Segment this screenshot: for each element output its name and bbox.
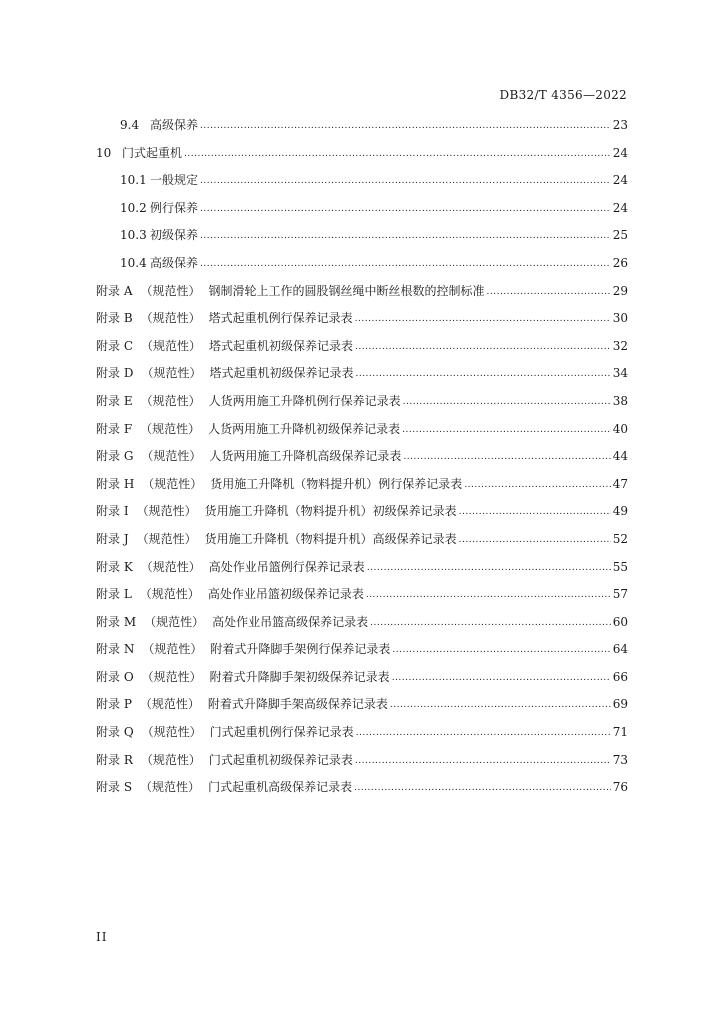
toc-entry-number: 附录 R bbox=[96, 752, 133, 767]
toc-leader-dots bbox=[459, 503, 611, 517]
toc-entry-normative-tag: （规范性） bbox=[139, 587, 200, 602]
toc-entry-page: 24 bbox=[612, 200, 628, 215]
toc-entry-number: 附录 J bbox=[96, 531, 129, 546]
toc-entry-number: 附录 S bbox=[96, 780, 133, 795]
toc-entry-number: 附录 G bbox=[96, 449, 134, 464]
toc-appendix-entry[interactable] bbox=[96, 695, 628, 723]
toc-entry-page: 64 bbox=[612, 642, 628, 657]
table-of-contents bbox=[96, 116, 628, 806]
toc-leader-dots bbox=[200, 227, 611, 241]
toc-appendix-entry[interactable] bbox=[96, 337, 628, 365]
toc-appendix-entry[interactable] bbox=[96, 364, 628, 392]
toc-entry-title: 门式起重机 bbox=[122, 145, 183, 160]
toc-entry-number: 10.3 bbox=[120, 228, 147, 243]
toc-leader-dots bbox=[355, 752, 611, 766]
toc-entry[interactable] bbox=[96, 199, 628, 227]
toc-entry-title: 塔式起重机例行保养记录表 bbox=[208, 311, 353, 326]
toc-entry-title: 货用施工升降机（物料提升机）高级保养记录表 bbox=[204, 531, 457, 546]
toc-leader-dots bbox=[200, 255, 611, 269]
toc-entry-normative-tag: （规范性） bbox=[141, 449, 202, 464]
toc-leader-dots bbox=[367, 559, 611, 573]
toc-appendix-entry[interactable] bbox=[96, 585, 628, 613]
toc-entry-number: 附录 L bbox=[96, 587, 132, 602]
toc-entry-title: 附着式升降脚手架初级保养记录表 bbox=[209, 669, 390, 684]
toc-entry-number: 10.2 bbox=[120, 200, 147, 215]
page-number: II bbox=[96, 930, 108, 944]
toc-entry-title: 钢制滑轮上工作的圆股钢丝绳中断丝根数的控制标准 bbox=[208, 283, 485, 298]
toc-appendix-entry[interactable] bbox=[96, 309, 628, 337]
toc-leader-dots bbox=[403, 448, 610, 462]
toc-entry-title: 塔式起重机初级保养记录表 bbox=[209, 366, 354, 381]
toc-entry-title: 例行保养 bbox=[150, 200, 199, 215]
toc-entry[interactable] bbox=[96, 116, 628, 144]
toc-entry-title: 货用施工升降机（物料提升机）初级保养记录表 bbox=[204, 504, 457, 519]
toc-entry-number: 附录 F bbox=[96, 421, 133, 436]
toc-entry-title: 货用施工升降机（物料提升机）例行保养记录表 bbox=[210, 476, 463, 491]
toc-entry-normative-tag: （规范性） bbox=[140, 780, 201, 795]
toc-appendix-entry[interactable] bbox=[96, 530, 628, 558]
toc-entry-number: 附录 C bbox=[96, 338, 133, 353]
toc-entry-normative-tag: （规范性） bbox=[144, 614, 205, 629]
toc-entry-number: 附录 Q bbox=[96, 725, 134, 740]
toc-appendix-entry[interactable] bbox=[96, 502, 628, 530]
toc-entry-title: 人货两用施工升降机初级保养记录表 bbox=[208, 421, 401, 436]
toc-entry-page: 71 bbox=[612, 725, 628, 740]
toc-leader-dots bbox=[354, 779, 611, 793]
toc-leader-dots bbox=[200, 117, 611, 131]
toc-entry-title: 高处作业吊篮初级保养记录表 bbox=[207, 587, 364, 602]
toc-entry-title: 门式起重机初级保养记录表 bbox=[208, 752, 353, 767]
toc-entry-number: 附录 N bbox=[96, 642, 135, 657]
toc-entry-page: 24 bbox=[612, 173, 628, 188]
toc-entry-number: 附录 I bbox=[96, 504, 129, 519]
toc-entry-page: 57 bbox=[612, 587, 628, 602]
toc-appendix-entry[interactable] bbox=[96, 447, 628, 475]
toc-entry-number: 附录 H bbox=[96, 476, 135, 491]
toc-leader-dots bbox=[356, 724, 611, 738]
toc-appendix-entry[interactable] bbox=[96, 558, 628, 586]
toc-entry-page: 23 bbox=[612, 118, 628, 132]
toc-entry-title: 门式起重机高级保养记录表 bbox=[208, 780, 353, 795]
toc-entry-normative-tag: （规范性） bbox=[142, 642, 203, 657]
toc-entry-normative-tag: （规范性） bbox=[141, 338, 202, 353]
toc-entry-page: 30 bbox=[612, 311, 628, 326]
toc-leader-dots bbox=[403, 393, 611, 407]
toc-entry-normative-tag: （规范性） bbox=[140, 559, 201, 574]
toc-entry-page: 38 bbox=[612, 393, 628, 408]
toc-entry-normative-tag: （规范性） bbox=[140, 283, 201, 298]
toc-entry-page: 40 bbox=[612, 421, 628, 436]
toc-entry-number: 附录 A bbox=[96, 283, 133, 298]
toc-entry-page: 55 bbox=[612, 559, 628, 574]
toc-appendix-entry[interactable] bbox=[96, 420, 628, 448]
toc-entry-title: 人货两用施工升降机例行保养记录表 bbox=[208, 393, 401, 408]
toc-entry-number: 9.4 bbox=[120, 118, 140, 132]
toc-entry-number: 附录 M bbox=[96, 614, 137, 629]
toc-entry-page: 32 bbox=[612, 338, 628, 353]
toc-entry-page: 24 bbox=[612, 145, 628, 160]
toc-appendix-entry[interactable] bbox=[96, 778, 628, 806]
toc-leader-dots bbox=[390, 696, 611, 710]
toc-entry-title: 附着式升降脚手架高级保养记录表 bbox=[207, 697, 388, 712]
toc-entry-title: 高处作业吊篮高级保养记录表 bbox=[212, 614, 369, 629]
toc-entry[interactable] bbox=[96, 171, 628, 199]
toc-leader-dots bbox=[200, 172, 611, 186]
toc-leader-dots bbox=[355, 310, 611, 324]
toc-entry-normative-tag: （规范性） bbox=[136, 531, 197, 546]
toc-entry-normative-tag: （规范性） bbox=[141, 366, 202, 381]
toc-entry-normative-tag: （规范性） bbox=[140, 752, 201, 767]
toc-leader-dots bbox=[392, 641, 610, 655]
toc-appendix-entry[interactable] bbox=[96, 613, 628, 641]
toc-entry-page: 73 bbox=[612, 752, 628, 767]
toc-entry-page: 29 bbox=[612, 283, 628, 298]
toc-leader-dots bbox=[355, 365, 610, 379]
toc-appendix-entry[interactable] bbox=[96, 392, 628, 420]
toc-entry-number: 附录 B bbox=[96, 311, 133, 326]
toc-entry-normative-tag: （规范性） bbox=[140, 393, 201, 408]
toc-leader-dots bbox=[184, 145, 611, 159]
toc-appendix-entry[interactable] bbox=[96, 751, 628, 779]
toc-appendix-entry[interactable] bbox=[96, 668, 628, 696]
toc-leader-dots bbox=[459, 531, 611, 545]
toc-entry-page: 26 bbox=[612, 255, 628, 270]
toc-entry-title: 高级保养 bbox=[150, 255, 199, 270]
toc-entry-number: 10 bbox=[96, 145, 112, 160]
toc-entry[interactable] bbox=[96, 226, 628, 254]
toc-entry-page: 66 bbox=[612, 669, 628, 684]
toc-entry-number: 附录 O bbox=[96, 669, 134, 684]
toc-entry-page: 47 bbox=[612, 476, 628, 491]
document-code: DB32/T 4356—2022 bbox=[499, 88, 627, 102]
toc-entry-page: 52 bbox=[612, 531, 628, 546]
toc-entry-title: 塔式起重机初级保养记录表 bbox=[209, 338, 354, 353]
toc-entry-normative-tag: （规范性） bbox=[142, 476, 203, 491]
toc-entry-normative-tag: （规范性） bbox=[141, 725, 202, 740]
toc-entry-page: 44 bbox=[612, 449, 628, 464]
toc-entry-title: 高处作业吊篮例行保养记录表 bbox=[208, 559, 365, 574]
toc-entry-normative-tag: （规范性） bbox=[140, 421, 201, 436]
toc-entry-title: 门式起重机例行保养记录表 bbox=[209, 725, 354, 740]
toc-entry-title: 一般规定 bbox=[150, 173, 199, 188]
toc-entry-page: 34 bbox=[612, 366, 628, 381]
toc-entry-number: 附录 D bbox=[96, 366, 134, 381]
toc-entry-normative-tag: （规范性） bbox=[141, 669, 202, 684]
toc-entry[interactable] bbox=[96, 144, 628, 172]
toc-entry-number: 附录 K bbox=[96, 559, 133, 574]
toc-appendix-entry[interactable] bbox=[96, 282, 628, 310]
toc-leader-dots bbox=[402, 421, 611, 435]
toc-appendix-entry[interactable] bbox=[96, 723, 628, 751]
toc-entry-title: 附着式升降脚手架例行保养记录表 bbox=[210, 642, 391, 657]
toc-entry-page: 76 bbox=[612, 780, 628, 795]
toc-entry-page: 60 bbox=[612, 614, 628, 629]
toc-entry-number: 附录 E bbox=[96, 393, 133, 408]
toc-entry-page: 25 bbox=[612, 228, 628, 243]
toc-entry[interactable] bbox=[96, 254, 628, 282]
toc-leader-dots bbox=[370, 614, 611, 628]
toc-entry-normative-tag: （规范性） bbox=[136, 504, 197, 519]
toc-entry-page: 69 bbox=[612, 697, 628, 712]
toc-entry-page: 49 bbox=[612, 504, 628, 519]
toc-entry-number: 10.4 bbox=[120, 255, 147, 270]
toc-appendix-entry[interactable] bbox=[96, 475, 628, 503]
toc-entry-title: 人货两用施工升降机高级保养记录表 bbox=[209, 449, 402, 464]
toc-entry-normative-tag: （规范性） bbox=[140, 311, 201, 326]
toc-leader-dots bbox=[200, 200, 611, 214]
toc-leader-dots bbox=[366, 586, 611, 600]
toc-entry-title: 初级保养 bbox=[150, 228, 199, 243]
toc-leader-dots bbox=[355, 338, 611, 352]
toc-leader-dots bbox=[464, 476, 610, 490]
toc-entry-number: 附录 P bbox=[96, 697, 132, 712]
toc-entry-normative-tag: （规范性） bbox=[139, 697, 200, 712]
toc-entry-title: 高级保养 bbox=[150, 118, 199, 132]
toc-entry-number: 10.1 bbox=[120, 173, 147, 188]
toc-leader-dots bbox=[487, 283, 611, 297]
toc-leader-dots bbox=[392, 669, 611, 683]
toc-appendix-entry[interactable] bbox=[96, 640, 628, 668]
